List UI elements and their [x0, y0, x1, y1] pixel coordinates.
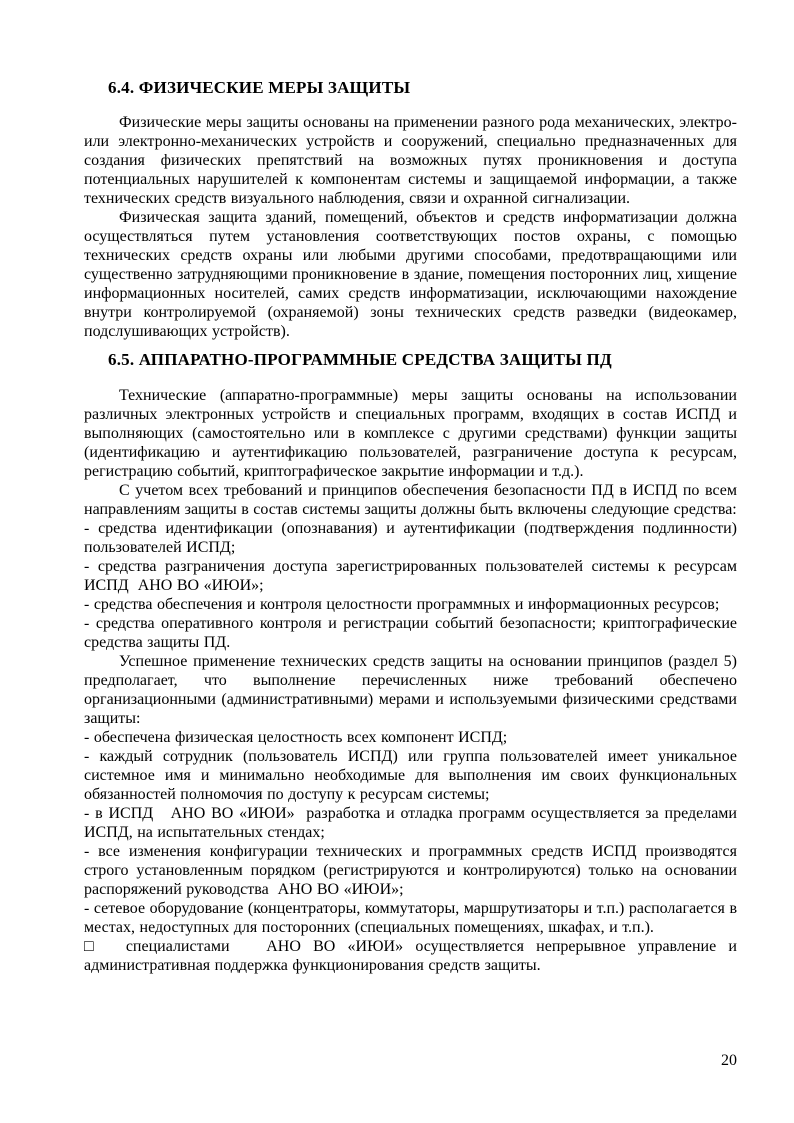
paragraph: С учетом всех требований и принципов обеспечения безопасности ПД в ИСПД по всем направлениям защиты в состав системы защиты должны быть включены следующие средства: [84, 482, 737, 518]
document-page [84, 78, 737, 975]
section-heading-6-5: 6.5. АППАРАТНО-ПРОГРАММНЫЕ СРЕДСТВА ЗАЩИТЫ ПД [108, 350, 612, 369]
list-item: - средства обеспечения и контроля целостности программных и информационных ресурсов; [84, 596, 720, 613]
list-item: - средства разграничения доступа зарегистрированных пользователей системы к ресурсам ИСПД АНО ВО «ИЮИ»; [84, 558, 737, 594]
section-physical-measures [84, 78, 737, 341]
list-item: - каждый сотрудник (пользователь ИСПД) или группа пользователей имеет уникальное системное имя и минимально необходимые для выполнения им своих функциональных обязанностей полномочия по доступу к ресурсам системы; [84, 748, 737, 803]
list-item: - средства идентификации (опознавания) и аутентификации (подтверждения подлинности) пользователей ИСПД; [84, 520, 737, 556]
section-heading-6-4: 6.4. ФИЗИЧЕСКИЕ МЕРЫ ЗАЩИТЫ [108, 78, 411, 97]
list-item: - обеспечена физическая целостность всех компонент ИСПД; [84, 729, 508, 746]
list-item: - в ИСПД АНО ВО «ИЮИ» разработка и отладка программ осуществляется за пределами ИСПД, на испытательных стендах; [84, 805, 737, 841]
page-number: 20 [721, 1052, 737, 1069]
paragraph: Успешное применение технических средств защиты на основании принципов (раздел 5) предполагает, что выполнение перечисленных ниже требований обеспечено организационными (административными) мерами и используемыми физическими средствами защиты: [84, 653, 737, 727]
list-item: - все изменения конфигурации технических и программных средств ИСПД производятся строго установленным порядком (регистрируются и контролируются) только на основании распоряжений руководства АНО ВО «ИЮИ»; [84, 843, 737, 898]
paragraph: Технические (аппаратно-программные) меры защиты основаны на использовании различных электронных устройств и специальных программ, входящих в состав ИСПД и выполняющих (самостоятельно или в комплексе с другими средствами) функции защиты (идентификацию и аутентификацию пользователей, разграничение доступа к ресурсам, регистрацию событий, криптографическое закрытие информации и т.д.). [84, 387, 737, 480]
list-item: - средства оперативного контроля и регистрации событий безопасности; криптографические средства защиты ПД. [84, 615, 737, 651]
section-hardware-software-measures [84, 350, 737, 975]
paragraph: Физическая защита зданий, помещений, объектов и средств информатизации должна осуществляться путем установления соответствующих постов охраны, с помощью технических средств охраны или любыми другими способами, предотвращающими или существенно затрудняющими проникновение в здание, помещения посторонних лиц, хищение информационных носителей, самих средств информатизации, исключающими нахождение внутри контролируемой (охраняемой) зоны технических средств разведки (видеокамер, подслушивающих устройств). [84, 209, 737, 340]
list-item: - сетевое оборудование (концентраторы, коммутаторы, маршрутизаторы и т.п.) располагается в местах, недоступных для посторонних (специальных помещениях, шкафах, и т.п.). [84, 900, 737, 936]
list-item: □ специалистами АНО ВО «ИЮИ» осуществляется непрерывное управление и административная поддержка функционирования средств защиты. [84, 938, 737, 974]
paragraph: Физические меры защиты основаны на применении разного рода механических, электро- или электронно-механических устройств и сооружений, специально предназначенных для создания физических препятствий на возможных путях проникновения и доступа потенциальных нарушителей к компонентам системы и защищаемой информации, а также технических средств визуального наблюдения, связи и охранной сигнализации. [84, 114, 737, 207]
